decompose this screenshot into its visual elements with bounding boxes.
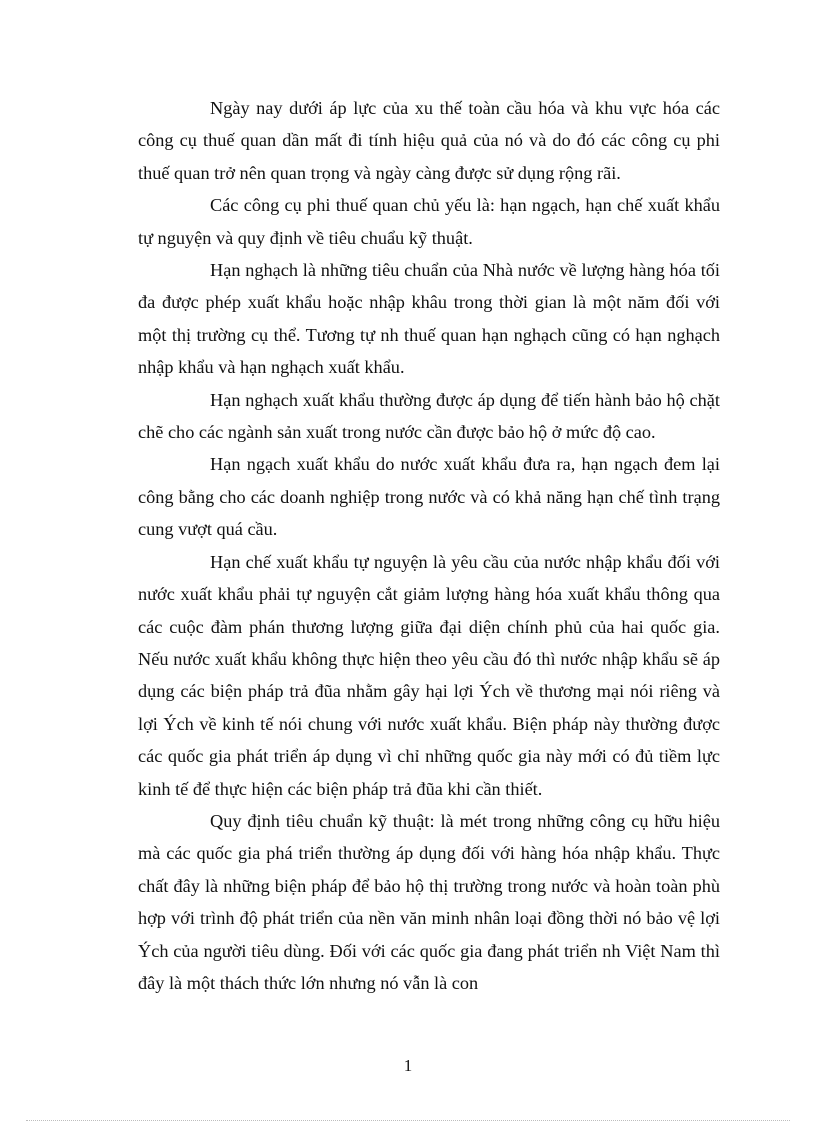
document-body <box>138 92 720 999</box>
paragraph-technical-standards: Quy định tiêu chuẩn kỹ thuật: là mét trong những công cụ hữu hiệu mà các quốc gia phá triển thường áp dụng đối với hàng hóa nhập khẩu. Thực chất đây là những biện pháp để bảo hộ thị trường trong nước và hoàn toàn phù hợp với trình độ phát triển của nền văn minh nhân loại đồng thời nó bảo vệ lợi Ých của người tiêu dùng. Đối với các quốc gia đang phát triển nh Việt Nam thì đây là một thách thức lớn nhưng nó vẫn là con <box>138 810 720 993</box>
page-number: 1 <box>403 1056 413 1075</box>
paragraph-nontariff-tools: Các công cụ phi thuế quan chủ yếu là: hạn ngạch, hạn chế xuất khẩu tự nguyện và quy định về tiêu chuẩu kỹ thuật. <box>138 195 720 248</box>
paragraph-voluntary-export-restraint: Hạn chế xuất khẩu tự nguyện là yêu cầu của nước nhập khẩu đối với nước xuất khẩu phải tự nguyện cắt giảm lượng hàng hóa xuất khẩu thông qua các cuộc đàm phán thương lượng giữa đại diện chính phủ của hai quốc gia. Nếu nước xuất khẩu không thực hiện theo yêu cầu đó thì nước nhập khẩu sẽ áp dụng các biện pháp trả đũa nhằm gây hại lợi Ých về thương mại nói riêng và lợi Ých về kinh tế nói chung với nước xuất khẩu. Biện pháp này thường được các quốc gia phát triển áp dụng vì chỉ những quốc gia này mới có đủ tiềm lực kinh tế để thực hiện các biện pháp trả đũa khi cần thiết. <box>138 551 720 799</box>
paragraph-globalization: Ngày nay dưới áp lực của xu thế toàn cầu hóa và khu vực hóa các công cụ thuế quan dần mất đi tính hiệu quả của nó và do đó các công cụ phi thuế quan trở nên quan trọng và ngày càng được sử dụng rộng rãi. <box>138 98 720 183</box>
page-bottom-divider <box>26 1120 790 1121</box>
paragraph-export-quota-protection: Hạn nghạch xuất khẩu thường được áp dụng để tiến hành bảo hộ chặt chẽ cho các ngành sản xuất trong nước cần được bảo hộ ở mức độ cao. <box>138 389 720 443</box>
paragraph-export-quota-fairness: Hạn ngạch xuất khẩu do nước xuất khẩu đưa ra, hạn ngạch đem lại công bằng cho các doanh nghiệp trong nước và có khả năng hạn chế tình trạng cung vượt quá cầu. <box>138 454 720 540</box>
paragraph-quota-definition: Hạn nghạch là những tiêu chuẩn của Nhà nước về lượng hàng hóa tối đa được phép xuất khẩu hoặc nhập khâu trong thời gian là một năm đối với một thị trường cụ thể. Tương tự nh thuế quan hạn nghạch cũng có hạn nghạch nhập khẩu và hạn nghạch xuất khẩu. <box>138 260 720 378</box>
